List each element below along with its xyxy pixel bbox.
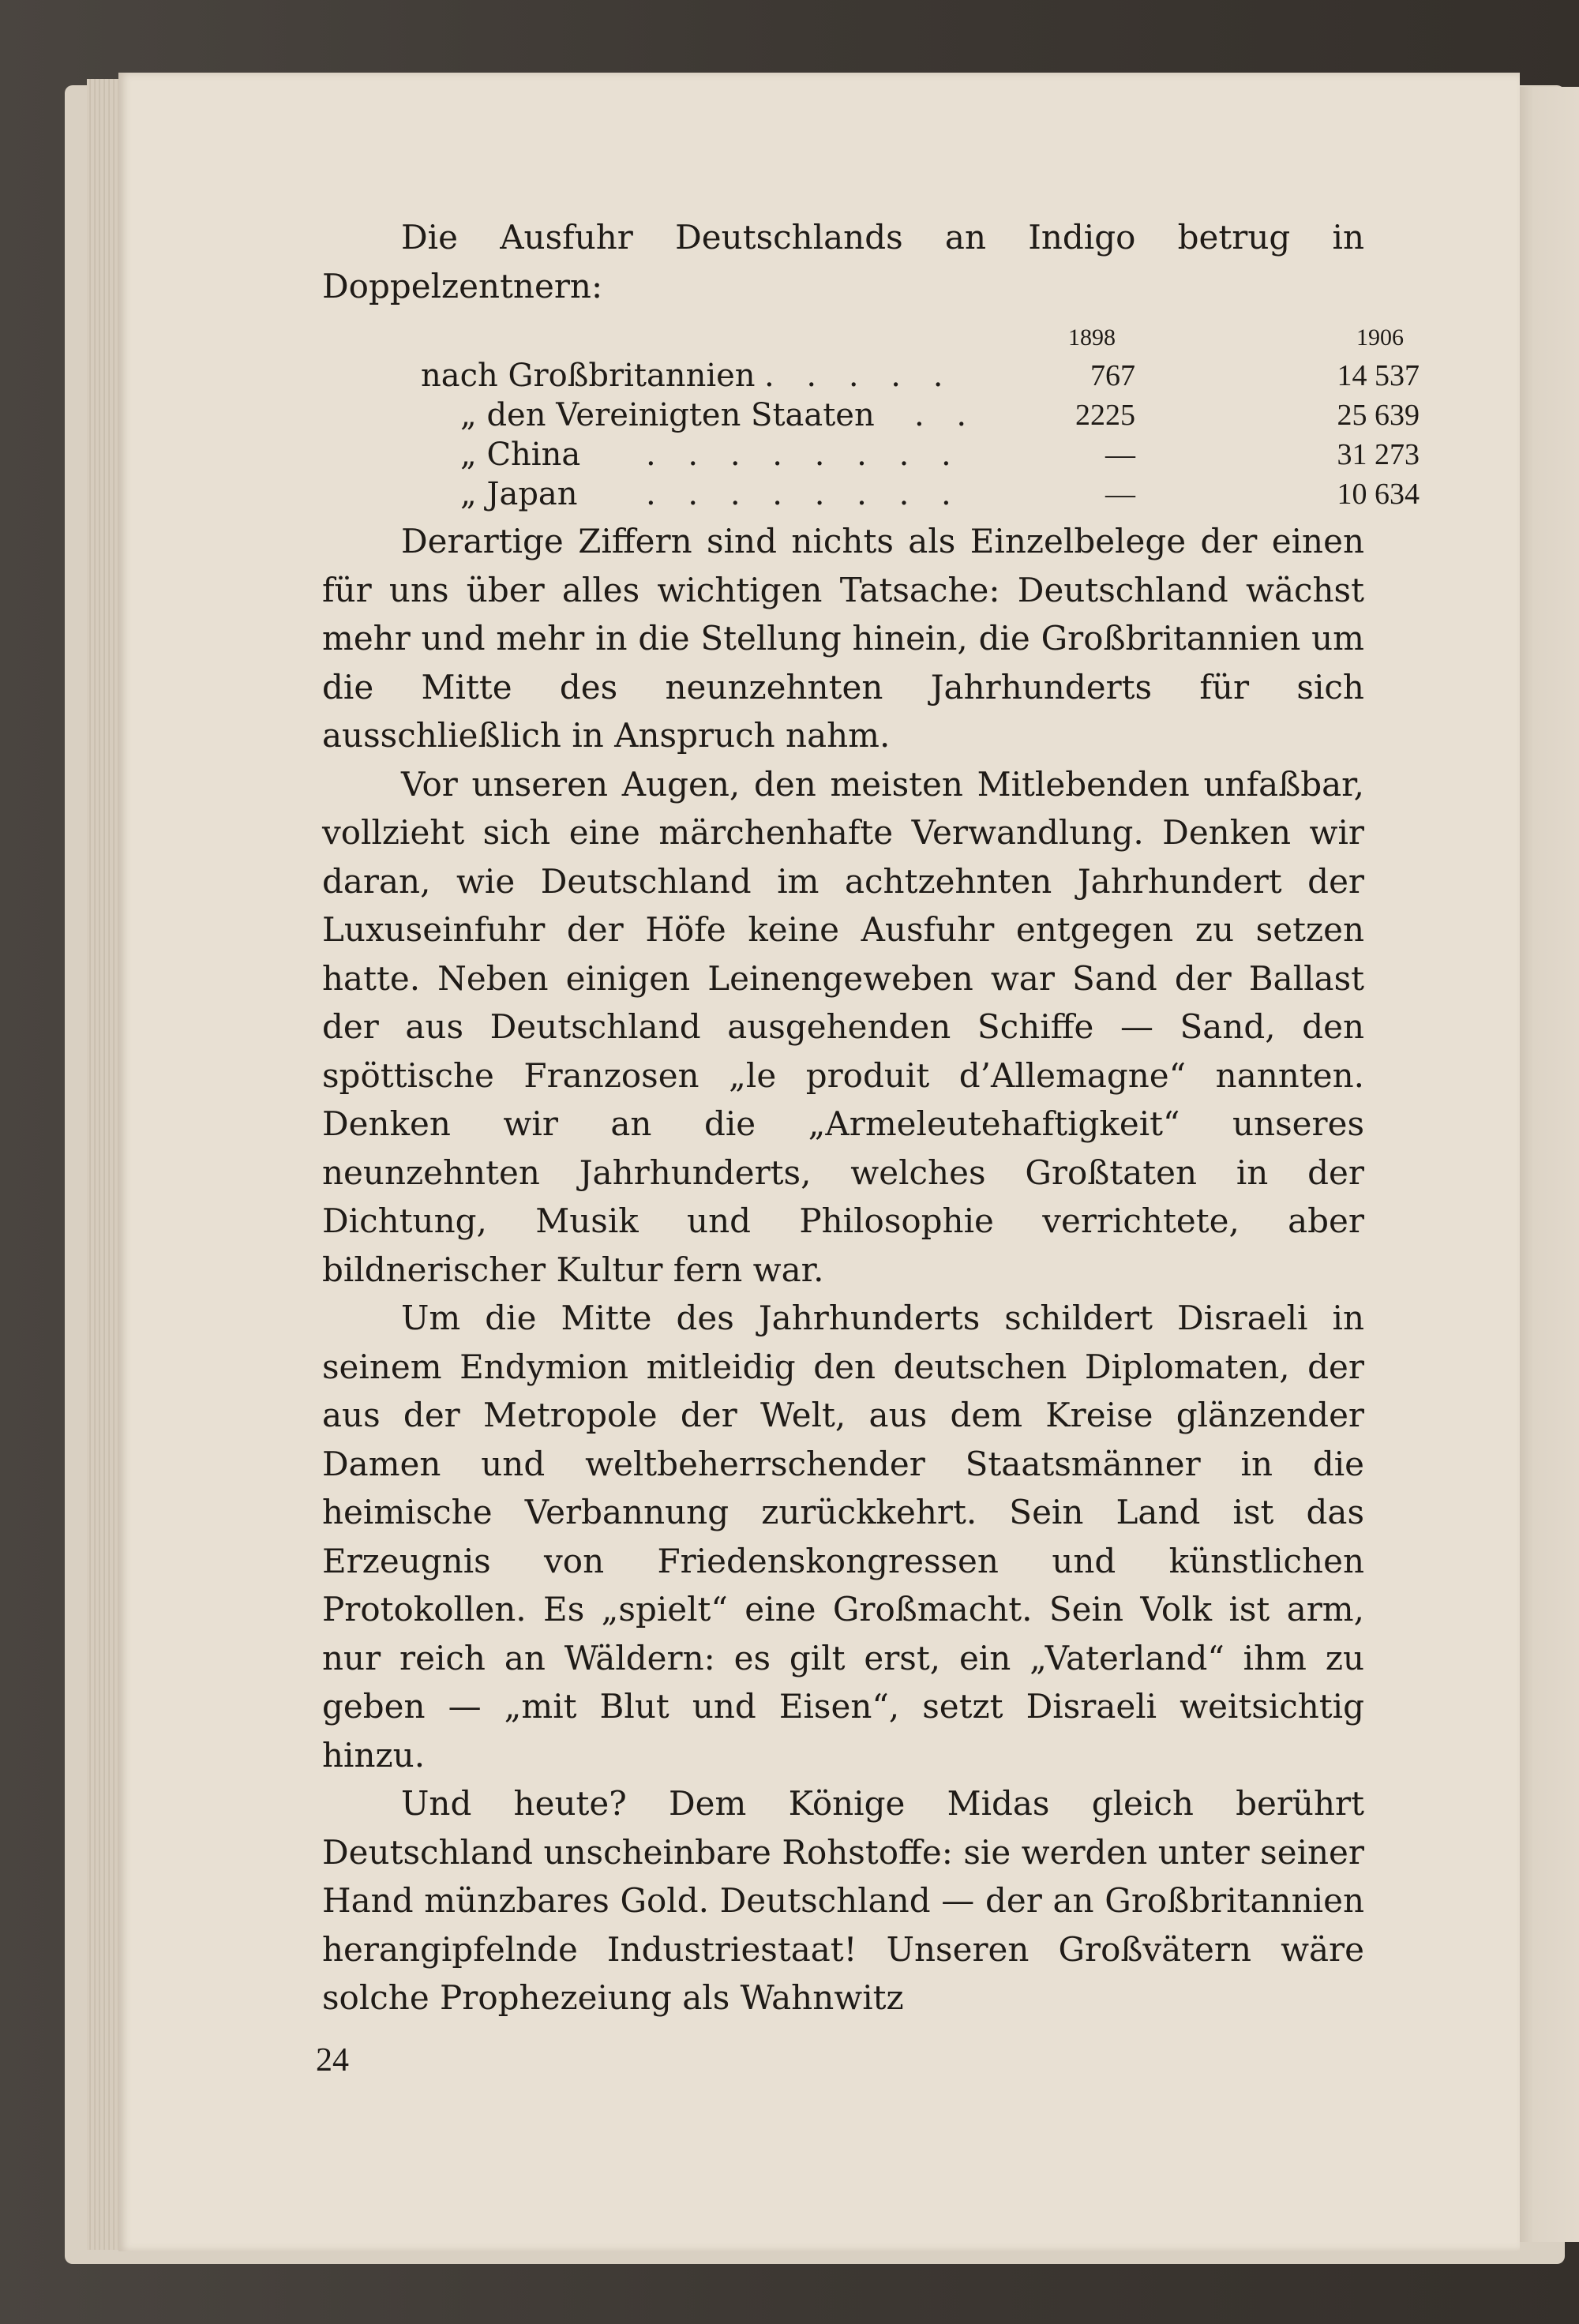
leader-dots: . . . . . . . . <box>646 476 962 512</box>
leader-dots: . . . . . <box>764 358 955 394</box>
facing-page-edge <box>1514 87 1579 2242</box>
row-label: „ China <box>460 437 581 473</box>
table-row <box>322 395 1420 435</box>
table-row <box>322 474 1420 514</box>
row-label: nach Großbritannien <box>421 358 756 394</box>
paragraph: Um die Mitte des Jahrhunderts schildert Disraeli in seinem Endymion mitleidig den deutschen Diplomaten, der aus der Metropole der Welt, aus dem Kreise glänzender Damen und weltbeherrschender Staatsmänner in die heimische Verbannung zurückkehrt. Sein Land ist das Erzeugnis von Friedenskongressen und künstlichen Protokollen. Es „spielt“ eine Großmacht. Sein Volk ist arm, nur reich an Wäldern: es gilt erst, ein „Vaterland“ ihm zu geben — „mit Blut und Eisen“, setzt Disraeli weitsichtig hinzu. <box>322 1299 1364 1775</box>
table-row <box>322 435 1420 474</box>
value-1906: 14 537 <box>1337 359 1420 392</box>
value-1898: — <box>1105 438 1135 471</box>
year-1898-header: 1898 <box>1068 324 1116 350</box>
row-label: „ Japan <box>460 476 578 512</box>
year-1906-header: 1906 <box>1356 324 1404 350</box>
value-1906: 31 273 <box>1337 438 1420 471</box>
leader-dots: . . . . . . . . <box>646 437 962 473</box>
value-1898: — <box>1105 478 1135 511</box>
table-row <box>322 356 1420 395</box>
paragraph: Derartige Ziffern sind nichts als Einzelbelege der einen für uns über alles wichtigen Tatsache: Deutschland wächst mehr und mehr in die Stellung hinein, die Großbritannien um die Mitte des neunzehnten Jahrhunderts für sich ausschließlich in Anspruch nahm. <box>322 522 1364 755</box>
paragraph: Und heute? Dem Könige Midas gleich berührt Deutschland unscheinbare Rohstoffe: sie werden unter seiner Hand münzbares Gold. Deutschland — der an Großbritannien herangipfelnde Industriestaat! Unseren Großvätern wäre solche Prophezeiung als Wahnwitz <box>322 1784 1364 2017</box>
value-1898: 767 <box>1090 359 1135 392</box>
page-number: 24 <box>316 2042 349 2078</box>
page-stack-edge <box>87 79 118 2250</box>
row-label: „ den Vereinigten Staaten <box>460 397 875 433</box>
value-1898: 2225 <box>1075 399 1135 432</box>
paragraph: Vor unseren Augen, den meisten Mitlebenden unfaßbar, vollzieht sich eine märchenhafte Verwandlung. Denken wir daran, wie Deutschland im achtzehnten Jahrhundert der Luxuseinfuhr der Höfe keine Ausfuhr entgegen zu setzen hatte. Neben einigen Leinengeweben war Sand der Ballast der aus Deutschland ausgehenden Schiffe — Sand, den spöttische Franzosen „le produit d’Allemagne“ nannten. Denken wir an die „Armeleutehaftigkeit“ unseres neunzehnten Jahrhunderts, welches Großtaten in der Dichtung, Musik und Philosophie verrichtete, aber bildnerischer Kultur fern war. <box>322 764 1364 1289</box>
intro-paragraph: Die Ausfuhr Deutschlands an Indigo betrug in Doppelzentnern: <box>322 218 1364 305</box>
table-header <box>322 317 1404 356</box>
page-text <box>322 213 1420 2022</box>
leader-dots: . . <box>914 397 978 433</box>
value-1906: 25 639 <box>1337 399 1420 432</box>
indigo-export-table <box>322 317 1420 514</box>
value-1906: 10 634 <box>1337 478 1420 511</box>
